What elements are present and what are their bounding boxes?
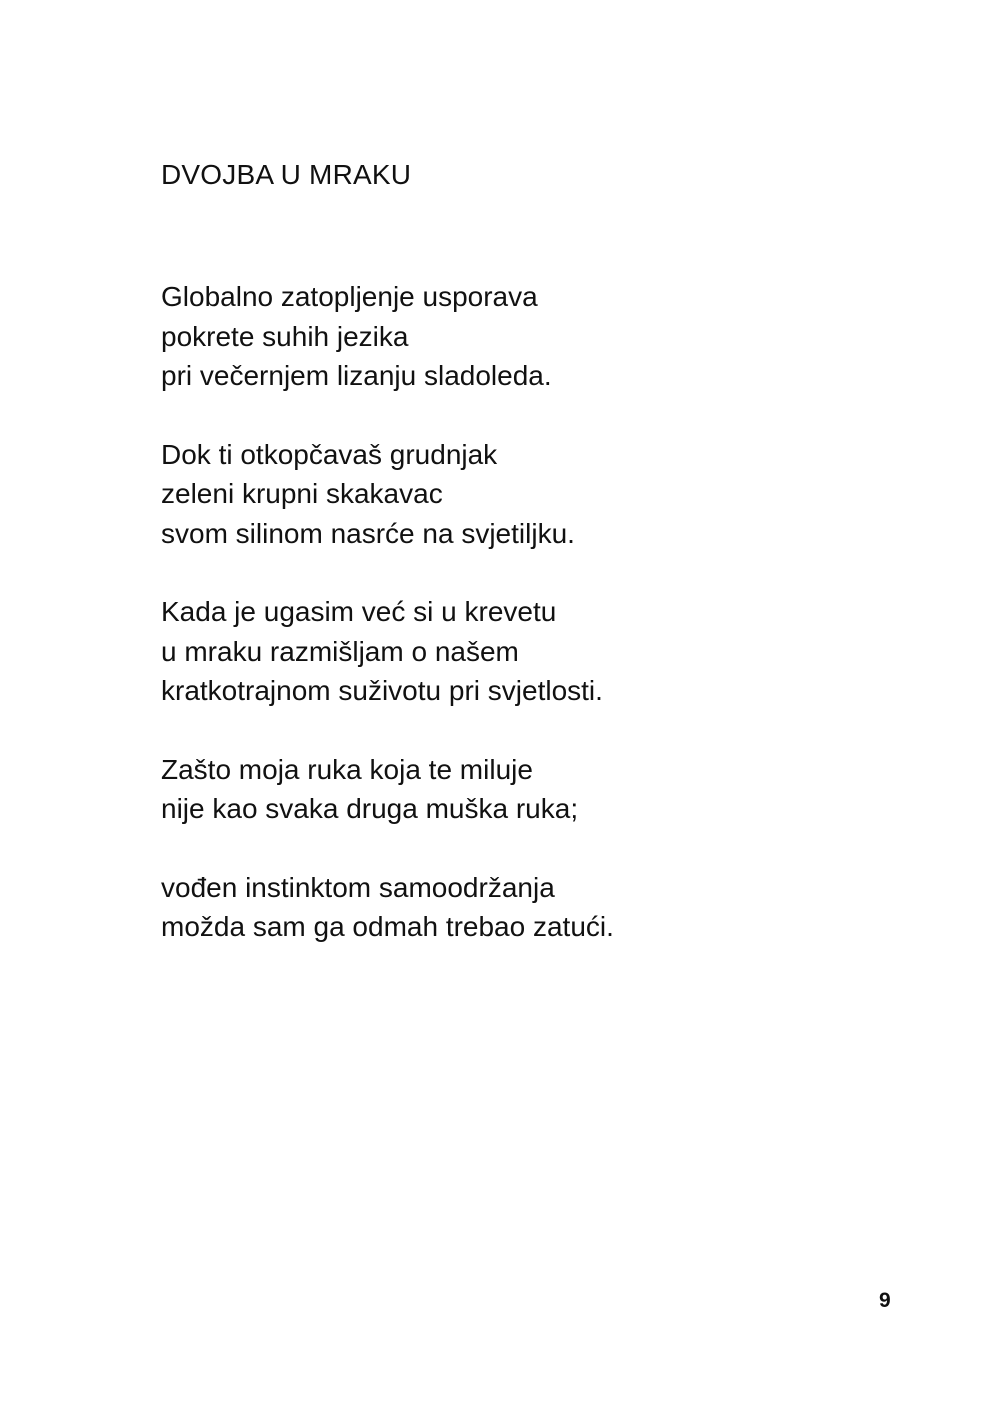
poem-line: svom silinom nasrće na svjetiljku. (161, 517, 575, 549)
poem-line: pokrete suhih jezika (161, 320, 409, 352)
poem-line: pri večernjem lizanju sladoleda. (161, 360, 552, 391)
stanza-4 (161, 750, 861, 829)
poem-body (161, 277, 861, 986)
poem-line: Dok ti otkopčavaš grudnjak (161, 438, 498, 470)
poem-line: u mraku razmišljam o našem (161, 635, 519, 667)
poem-line: Zašto moja ruka koja te miluje (161, 753, 533, 785)
stanza-3 (161, 592, 861, 711)
poem-line: Kada je ugasim već si u krevetu (161, 596, 557, 627)
poem-line: možda sam ga odmah trebao zatući. (161, 911, 614, 942)
stanza-5 (161, 868, 861, 947)
poem-line: nije kao svaka druga muška ruka; (161, 793, 579, 824)
poem-line: kratkotrajnom suživotu pri svjetlosti. (161, 675, 603, 706)
poem-line: zeleni krupni skakavac (161, 478, 443, 509)
poem-title: DVOJBA U MRAKU (161, 159, 412, 190)
poem-line: Globalno zatopljenje usporava (161, 281, 538, 312)
poem-line: vođen instinktom samoodržanja (161, 871, 555, 903)
stanza-1 (161, 277, 861, 396)
page-number: 9 (879, 1289, 891, 1312)
stanza-2 (161, 435, 861, 554)
